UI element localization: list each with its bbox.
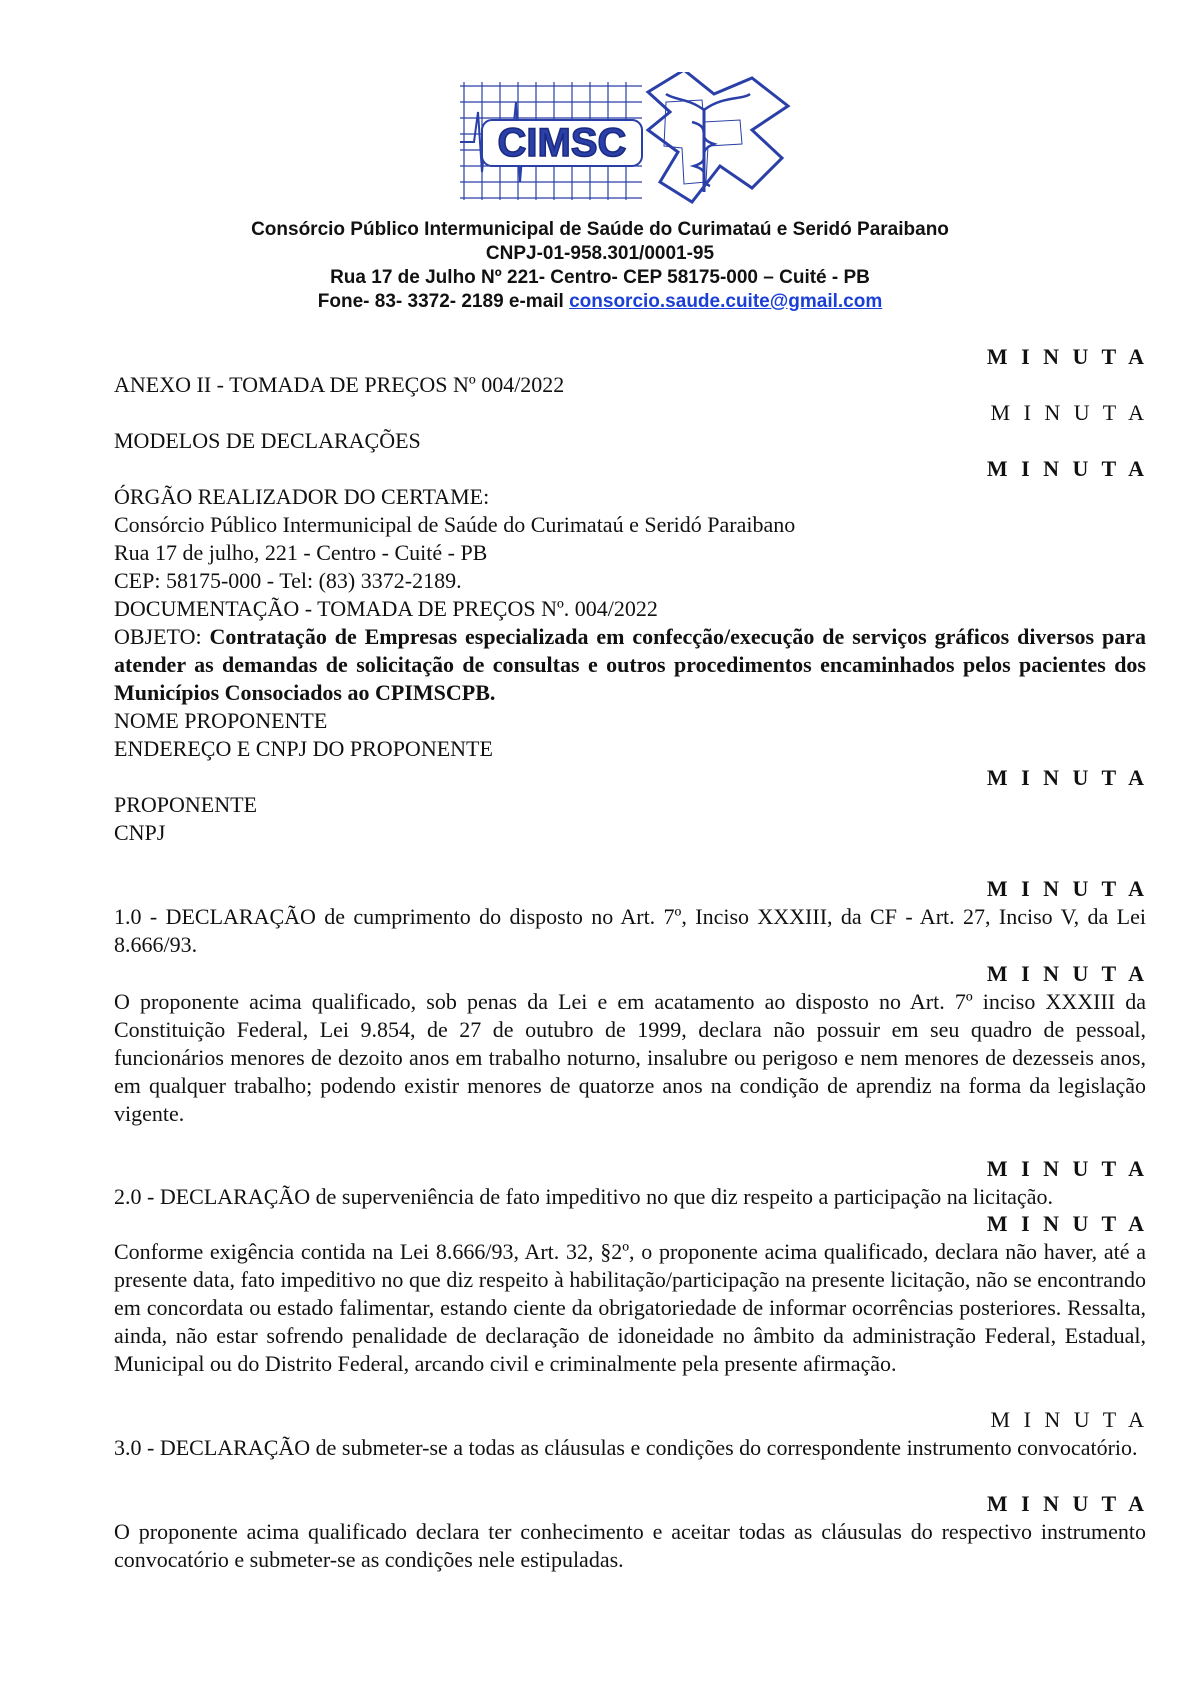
letterhead-consortium-name: Consórcio Público Intermunicipal de Saúde do Curimataú e Seridó Paraibano bbox=[251, 219, 949, 240]
models-title: MODELOS DE DECLARAÇÕES bbox=[114, 428, 421, 453]
logo-text: CIMSC bbox=[497, 121, 627, 165]
proponent-label: PROPONENTE bbox=[114, 792, 258, 817]
minuta-mark: M I N U T A bbox=[986, 765, 1148, 790]
letterhead-phone: Fone- 83- 3372- 2189 e-mail bbox=[317, 291, 570, 312]
letterhead bbox=[0, 218, 1200, 314]
object-text: Contratação de Empresas especializada em confecção/execução de serviços gráficos diversos para atender as demandas de solicitação de consultas e outros procedimentos encaminhados pelos pacientes dos Municípios Consociados ao CPIMSCPB. bbox=[114, 624, 1146, 705]
section-title: 3.0 - DECLARAÇÃO de submeter-se a todas as cláusulas e condições do correspondente instrumento convocatório. bbox=[114, 1435, 1138, 1460]
object-label: OBJETO: bbox=[114, 624, 210, 649]
organ-cep: CEP: 58175-000 - Tel: (83) 3372-2189. bbox=[114, 568, 462, 593]
cnpj-label: CNPJ bbox=[114, 820, 166, 845]
proponent-name-label: NOME PROPONENTE bbox=[114, 708, 328, 733]
object-paragraph bbox=[114, 623, 1146, 707]
proponent-address-label: ENDEREÇO E CNPJ DO PROPONENTE bbox=[114, 736, 493, 761]
documentation-title: DOCUMENTAÇÃO - TOMADA DE PREÇOS Nº. 004/2022 bbox=[114, 596, 658, 621]
minuta-mark: M I N U T A bbox=[986, 1491, 1148, 1516]
minuta-mark: M I N U T A bbox=[986, 876, 1148, 901]
minuta-mark: M I N U T A bbox=[986, 344, 1148, 369]
organ-name: Consórcio Público Intermunicipal de Saúde do Curimataú e Seridó Paraibano bbox=[114, 512, 796, 537]
organ-address: Rua 17 de julho, 221 - Centro - Cuité - PB bbox=[114, 540, 488, 565]
section-title: 2.0 - DECLARAÇÃO de superveniência de fato impeditivo no que diz respeito a participação na licitação. bbox=[114, 1184, 1053, 1209]
minuta-mark: M I N U T A bbox=[986, 1156, 1148, 1181]
organ-label: ÓRGÃO REALIZADOR DO CERTAME: bbox=[114, 484, 490, 509]
section-body: Conforme exigência contida na Lei 8.666/93, Art. 32, §2º, o proponente acima qualificado, declara não haver, até a presente data, fato impeditivo no que diz respeito à habilitação/participação na presente licitação, não se encontrando em concordata ou estado falimentar, estando ciente da obrigatoriedade de informar ocorrências posteriores. Ressalta, ainda, não estar sofrendo penalidade de declaração de idoneidade no âmbito da administração Federal, Estadual, Municipal ou do Distrito Federal, arcando civil e criminalmente pela presente afirmação. bbox=[114, 1239, 1146, 1376]
minuta-mark: M I N U T A bbox=[986, 1211, 1148, 1236]
minuta-mark: M I N U T A bbox=[986, 456, 1148, 481]
section-body: O proponente acima qualificado, sob penas da Lei e em acatamento ao disposto no Art. 7º inciso XXXIII da Constituição Federal, Lei 9.854, de 27 de outubro de 1999, declara não possuir em seu quadro de pessoal, funcionários menores de dezoito anos em trabalho noturno, insalubre ou perigoso e nem menores de dezesseis anos, em qualquer trabalho; podendo existir menores de quatorze anos na condição de aprendiz na forma da legislação vigente. bbox=[114, 989, 1146, 1126]
section-body: O proponente acima qualificado declara ter conhecimento e aceitar todas as cláusulas do respectivo instrumento convocatório e submeter-se as condições nele estipuladas. bbox=[114, 1519, 1146, 1572]
annex-title: ANEXO II - TOMADA DE PREÇOS Nº 004/2022 bbox=[114, 372, 565, 397]
section-title: 1.0 - DECLARAÇÃO de cumprimento do disposto no Art. 7º, Inciso XXXIII, da CF - Art. 27, Inciso V, da Lei 8.666/93. bbox=[114, 904, 1146, 957]
letterhead-cnpj: CNPJ-01-958.301/0001-95 bbox=[485, 243, 715, 264]
minuta-mark: M I N U T A bbox=[990, 400, 1148, 425]
letterhead-contact bbox=[0, 290, 1200, 314]
email-link[interactable]: consorcio.saude.cuite@gmail.com bbox=[569, 291, 883, 312]
minuta-mark: M I N U T A bbox=[990, 1407, 1148, 1432]
letterhead-address: Rua 17 de Julho Nº 221- Centro- CEP 58175-000 – Cuité - PB bbox=[330, 267, 870, 288]
cimsc-logo bbox=[452, 72, 812, 222]
minuta-mark: M I N U T A bbox=[986, 961, 1148, 986]
